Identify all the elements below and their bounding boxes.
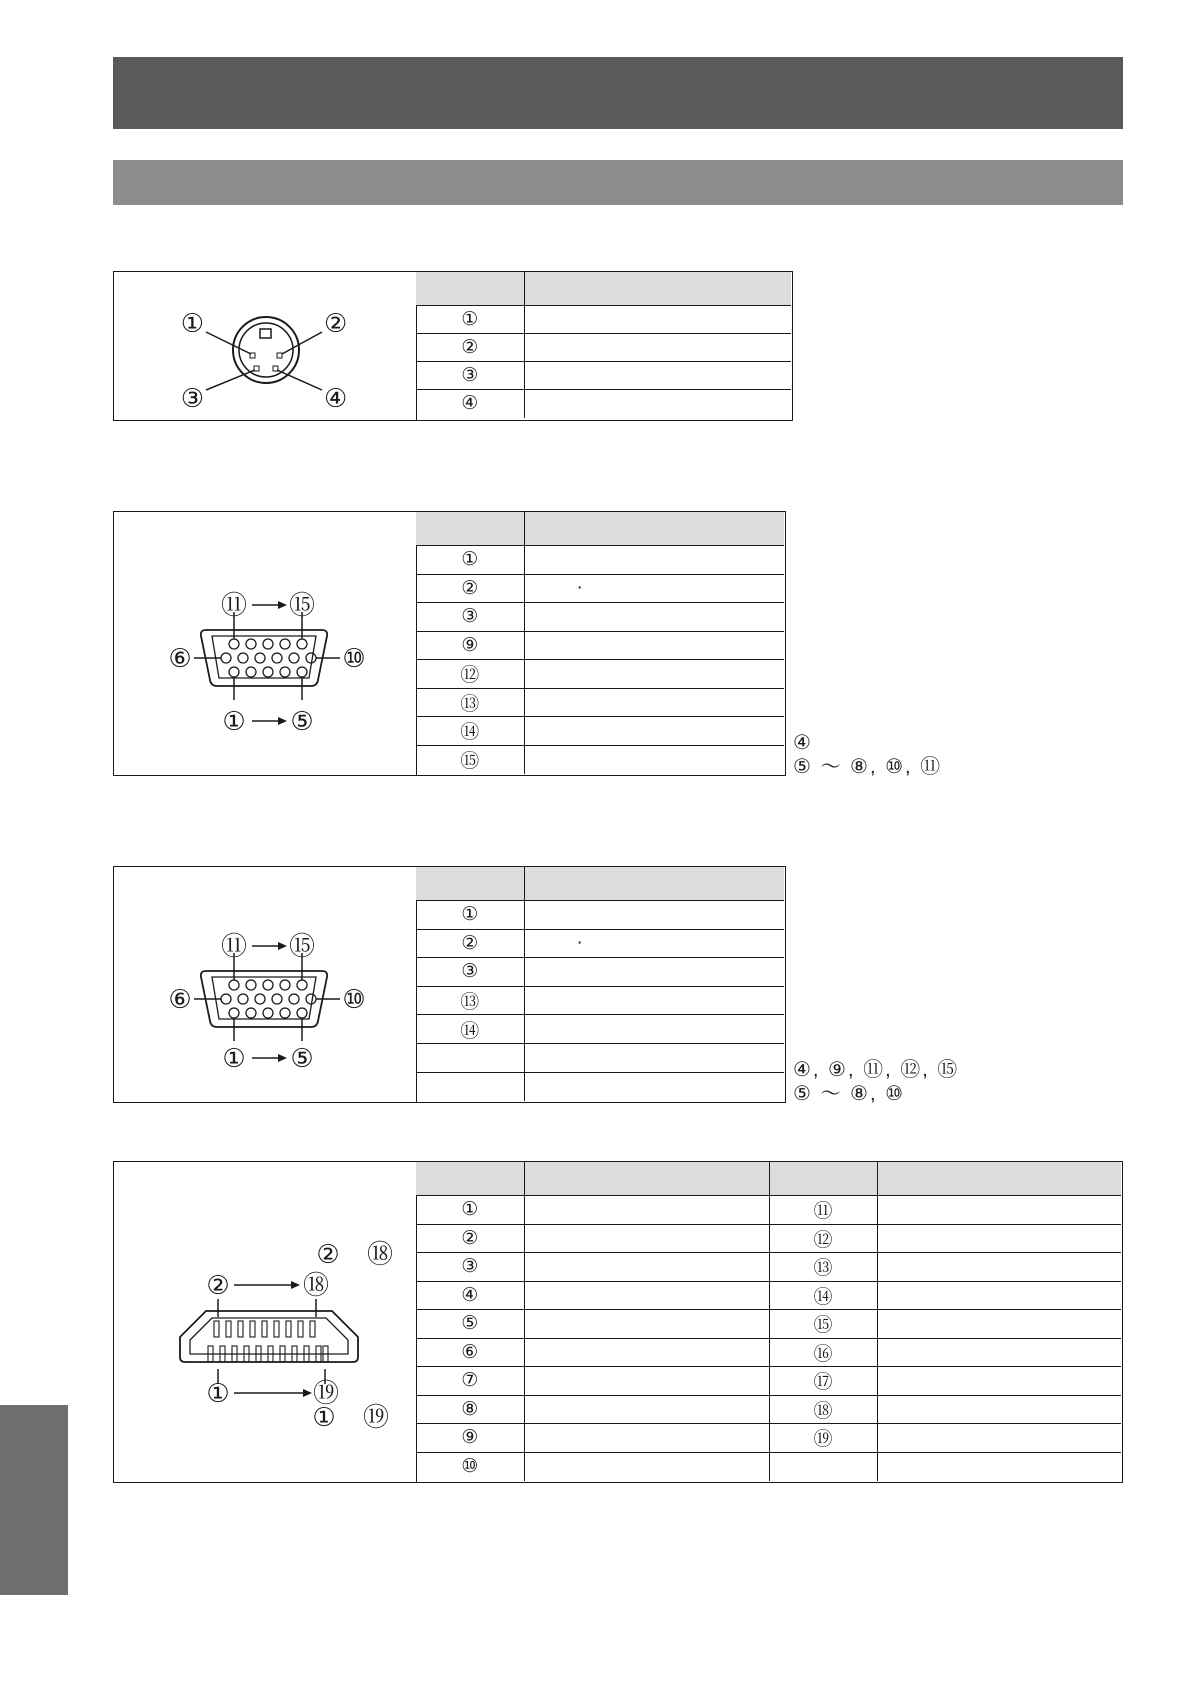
pin-number: ⑭ <box>416 717 524 746</box>
signal-cell <box>524 958 784 987</box>
dsub1-note-line-1: ④ <box>793 732 813 754</box>
pin-number: ⑫ <box>769 1224 877 1253</box>
dsub1-label-15: ⑮ <box>288 591 316 621</box>
pin-number: ② <box>416 574 524 603</box>
hdmi-label-2: ② <box>206 1271 230 1301</box>
pin-number: ④ <box>416 1281 524 1310</box>
svideo-label-3: ③ <box>180 384 204 414</box>
signal-cell <box>524 546 784 575</box>
hdmi-range-bottom-start: ① <box>312 1403 336 1433</box>
pin-number: ⑯ <box>769 1338 877 1367</box>
dsub2-label-6: ⑥ <box>168 985 192 1015</box>
pin-number: ⑨ <box>416 1424 524 1453</box>
dsub2-note-line-1: ④, ⑨, ⑪, ⑫, ⑮ <box>793 1059 960 1081</box>
dsub2-pin-table <box>416 867 784 1101</box>
section-header-bar <box>113 160 1123 205</box>
svideo-pin-table <box>416 272 791 418</box>
pin-number: ③ <box>416 362 524 390</box>
signal-cell <box>524 1367 769 1396</box>
hdmi-label-1: ① <box>206 1379 230 1409</box>
connector-block-hdmi <box>113 1161 1123 1483</box>
dsub2-connector-svg <box>114 867 416 1102</box>
pin-no-header-right <box>769 1162 877 1196</box>
signal-cell <box>524 1043 784 1072</box>
signal-dot: · <box>576 577 583 599</box>
svideo-connector-svg <box>114 272 416 420</box>
signal-cell <box>524 688 784 717</box>
hdmi-pin-table <box>416 1162 1121 1481</box>
dsub2-note-line-2: ⑤ ～ ⑧, ⑩ <box>793 1083 906 1105</box>
pin-number: ⑭ <box>769 1281 877 1310</box>
signal-cell <box>524 334 791 362</box>
hdmi-connector-svg <box>114 1162 416 1482</box>
svideo-label-1: ① <box>180 309 204 339</box>
signal-cell <box>877 1367 1121 1396</box>
pin-number: ⑤ <box>416 1310 524 1339</box>
signal-cell <box>524 1072 784 1101</box>
pin-number: ⑭ <box>416 1015 524 1044</box>
pin-number: ④ <box>416 390 524 418</box>
signal-cell <box>524 1310 769 1339</box>
signal-cell <box>524 1281 769 1310</box>
signal-header <box>524 512 784 546</box>
signal-cell <box>524 631 784 660</box>
signal-header-right <box>877 1162 1121 1196</box>
dsub1-label-6: ⑥ <box>168 644 192 674</box>
svideo-diagram <box>114 272 417 420</box>
pin-number: ⑫ <box>416 660 524 689</box>
pin-number: ② <box>416 929 524 958</box>
signal-cell <box>524 1224 769 1253</box>
pin-number: ⑬ <box>416 986 524 1015</box>
connector-block-dsub-2 <box>113 866 786 1103</box>
dsub2-label-15: ⑮ <box>288 932 316 962</box>
dsub1-label-11: ⑪ <box>220 591 248 621</box>
signal-cell <box>524 1452 769 1481</box>
pin-number: ⑲ <box>769 1424 877 1453</box>
hdmi-label-18: ⑱ <box>302 1271 330 1301</box>
svideo-label-2: ② <box>324 309 348 339</box>
pin-number: ⑩ <box>416 1452 524 1481</box>
pin-no-header <box>416 512 524 546</box>
dsub2-diagram <box>114 867 417 1102</box>
signal-cell <box>877 1253 1121 1282</box>
pin-number: ⑬ <box>416 688 524 717</box>
dsub1-note-line-2: ⑤ ～ ⑧, ⑩, ⑪ <box>793 756 943 778</box>
pin-number: ① <box>461 549 479 571</box>
pin-number: ⑥ <box>416 1338 524 1367</box>
pin-number: ② <box>416 334 524 362</box>
pin-number: ① <box>461 1199 479 1221</box>
signal-cell <box>524 362 791 390</box>
pin-number <box>416 1072 524 1101</box>
signal-cell <box>877 1310 1121 1339</box>
signal-cell <box>524 1338 769 1367</box>
pin-number: ② <box>416 1224 524 1253</box>
pin-number: ① <box>461 904 479 926</box>
pin-no-header <box>416 272 524 306</box>
signal-cell <box>524 1253 769 1282</box>
pin-number: ① <box>461 309 479 330</box>
signal-cell <box>524 986 784 1015</box>
dsub1-connector-svg <box>114 512 416 775</box>
pin-no-header-left <box>416 1162 524 1196</box>
signal-cell <box>524 929 784 958</box>
signal-cell <box>524 1015 784 1044</box>
signal-cell <box>524 306 791 334</box>
signal-cell <box>877 1395 1121 1424</box>
dsub1-label-1: ① <box>222 707 246 737</box>
pin-number: ⑮ <box>416 745 524 774</box>
signal-header-left <box>524 1162 769 1196</box>
pin-number: ⑰ <box>769 1367 877 1396</box>
chapter-header-bar <box>113 57 1123 129</box>
signal-cell <box>877 1281 1121 1310</box>
pin-number: ③ <box>416 603 524 632</box>
pin-number: ⑮ <box>769 1310 877 1339</box>
dsub2-label-10: ⑩ <box>342 985 366 1015</box>
signal-cell <box>524 1424 769 1453</box>
pin-number: ⑱ <box>769 1395 877 1424</box>
signal-cell <box>877 1424 1121 1453</box>
hdmi-range-top-start: ② <box>316 1240 340 1270</box>
pin-number: ⑧ <box>416 1395 524 1424</box>
dsub2-label-1: ① <box>222 1044 246 1074</box>
signal-cell <box>524 901 784 930</box>
pin-number: ⑪ <box>769 1196 877 1225</box>
dsub2-label-5: ⑤ <box>290 1044 314 1074</box>
pin-number: ③ <box>416 1253 524 1282</box>
connector-block-svideo <box>113 271 793 421</box>
signal-cell <box>524 390 791 418</box>
signal-header <box>524 867 784 901</box>
pin-no-header <box>416 867 524 901</box>
signal-dot: · <box>576 932 583 954</box>
signal-cell <box>524 1196 769 1225</box>
svideo-label-4: ④ <box>324 384 348 414</box>
signal-cell <box>877 1196 1121 1225</box>
signal-cell <box>524 660 784 689</box>
hdmi-range-top-end: ⑱ <box>366 1240 394 1270</box>
hdmi-diagram <box>114 1162 417 1482</box>
signal-cell <box>524 574 784 603</box>
hdmi-range-bottom-end: ⑲ <box>362 1403 390 1433</box>
dsub1-diagram <box>114 512 417 775</box>
pin-number: ⑦ <box>416 1367 524 1396</box>
dsub1-pin-table <box>416 512 784 774</box>
connector-block-dsub-1 <box>113 511 786 776</box>
hdmi-label-19: ⑲ <box>312 1379 340 1409</box>
pin-number: ③ <box>416 958 524 987</box>
dsub1-label-10: ⑩ <box>342 644 366 674</box>
dsub1-label-5: ⑤ <box>290 707 314 737</box>
signal-cell <box>877 1452 1121 1481</box>
dsub2-label-11: ⑪ <box>220 932 248 962</box>
signal-cell <box>524 717 784 746</box>
signal-cell <box>524 745 784 774</box>
signal-cell <box>524 1395 769 1424</box>
pin-number: ⑨ <box>416 631 524 660</box>
side-index-tab <box>0 1405 68 1595</box>
signal-cell <box>877 1338 1121 1367</box>
pin-number <box>416 1043 524 1072</box>
pin-number <box>769 1452 877 1481</box>
signal-cell <box>877 1224 1121 1253</box>
pin-number: ⑬ <box>769 1253 877 1282</box>
signal-header <box>524 272 791 306</box>
signal-cell <box>524 603 784 632</box>
